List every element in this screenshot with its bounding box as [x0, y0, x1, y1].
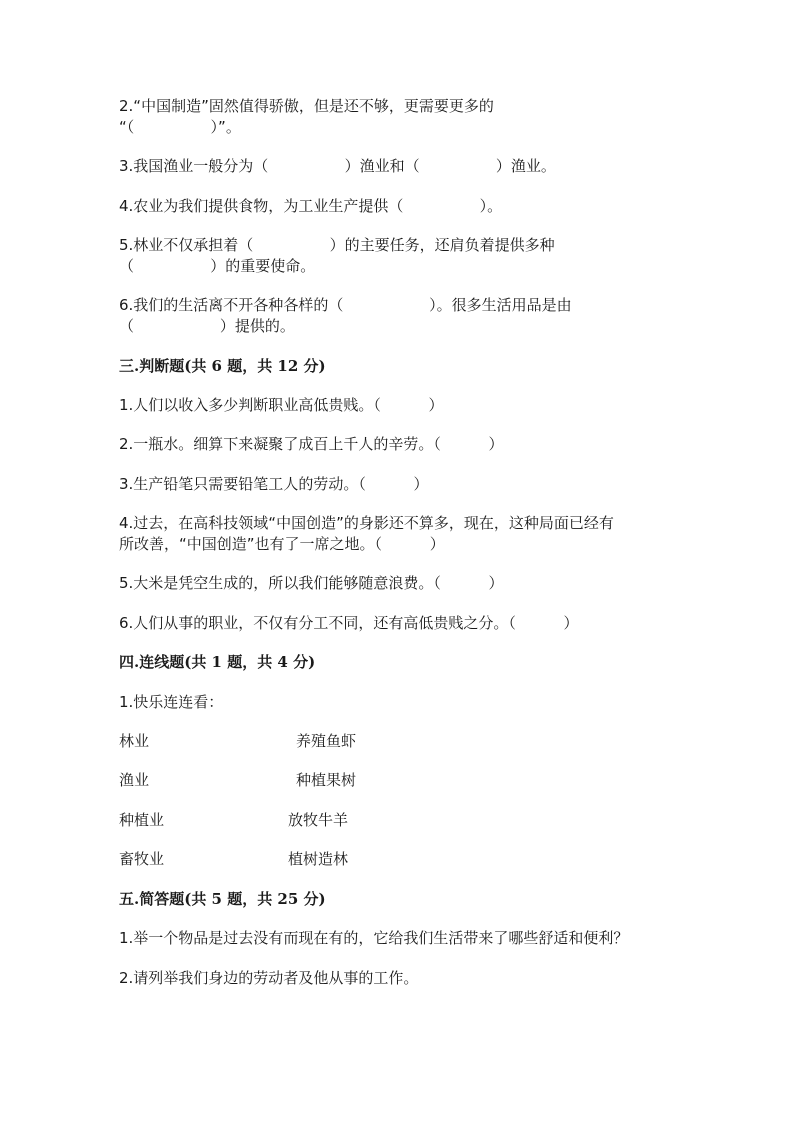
matching-right-item: 种植果树	[296, 771, 357, 789]
matching-right-item: 放牧牛羊	[288, 811, 349, 829]
fill-q6-line1: 6.我们的生活离不开各种各样的（ ）。很多生活用品是由	[119, 296, 572, 314]
matching-right-item: 植树造林	[288, 850, 349, 868]
fill-q2-line1: 2.“中国制造”固然值得骄傲，但是还不够，更需要更多的	[119, 97, 494, 115]
judge-q6: 6.人们从事的职业，不仅有分工不同，还有高低贵贱之分。（ ）	[119, 614, 579, 632]
judge-q1: 1.人们以收入多少判断职业高低贵贱。（ ）	[119, 396, 444, 414]
judge-q3: 3.生产铅笔只需要铅笔工人的劳动。（ ）	[119, 475, 429, 493]
judge-q4-line1: 4.过去，在高科技领域“中国创造”的身影还不算多，现在，这种局面已经有	[119, 514, 614, 532]
section-heading-judgement: 三.判断题(共 6 题，共 12 分)	[119, 357, 326, 375]
matching-left-item: 畜牧业	[119, 850, 165, 868]
section-heading-short-answer: 五.简答题(共 5 题，共 25 分)	[119, 890, 326, 908]
fill-q5-line2: （ ）的重要使命。	[119, 257, 316, 275]
matching-left-item: 渔业	[119, 771, 150, 789]
matching-left-item: 林业	[119, 732, 150, 750]
fill-q6-line2: （ ）提供的。	[119, 317, 295, 335]
short-answer-q1: 1.举一个物品是过去没有而现在有的，它给我们生活带来了哪些舒适和便利？	[119, 929, 629, 947]
fill-q4: 4.农业为我们提供食物，为工业生产提供（ ）。	[119, 197, 503, 215]
judge-q2: 2.一瓶水。细算下来凝聚了成百上千人的辛劳。（ ）	[119, 435, 504, 453]
judge-q5: 5.大米是凭空生成的，所以我们能够随意浪费。（ ）	[119, 574, 504, 592]
judge-q4-line2: 所改善，“中国创造”也有了一席之地。（ ）	[119, 535, 445, 553]
matching-left-item: 种植业	[119, 811, 165, 829]
matching-right-item: 养殖鱼虾	[296, 732, 357, 750]
short-answer-q2: 2.请列举我们身边的劳动者及他从事的工作。	[119, 969, 419, 987]
fill-q5-line1: 5.林业不仅承担着（ ）的主要任务，还肩负着提供多种	[119, 236, 555, 254]
fill-q3: 3.我国渔业一般分为（ ）渔业和（ ）渔业。	[119, 157, 556, 175]
section-heading-matching: 四.连线题(共 1 题，共 4 分)	[119, 653, 316, 671]
fill-q2-line2: “（ ）”。	[119, 118, 241, 136]
matching-q1: 1.快乐连连看：	[119, 693, 224, 711]
